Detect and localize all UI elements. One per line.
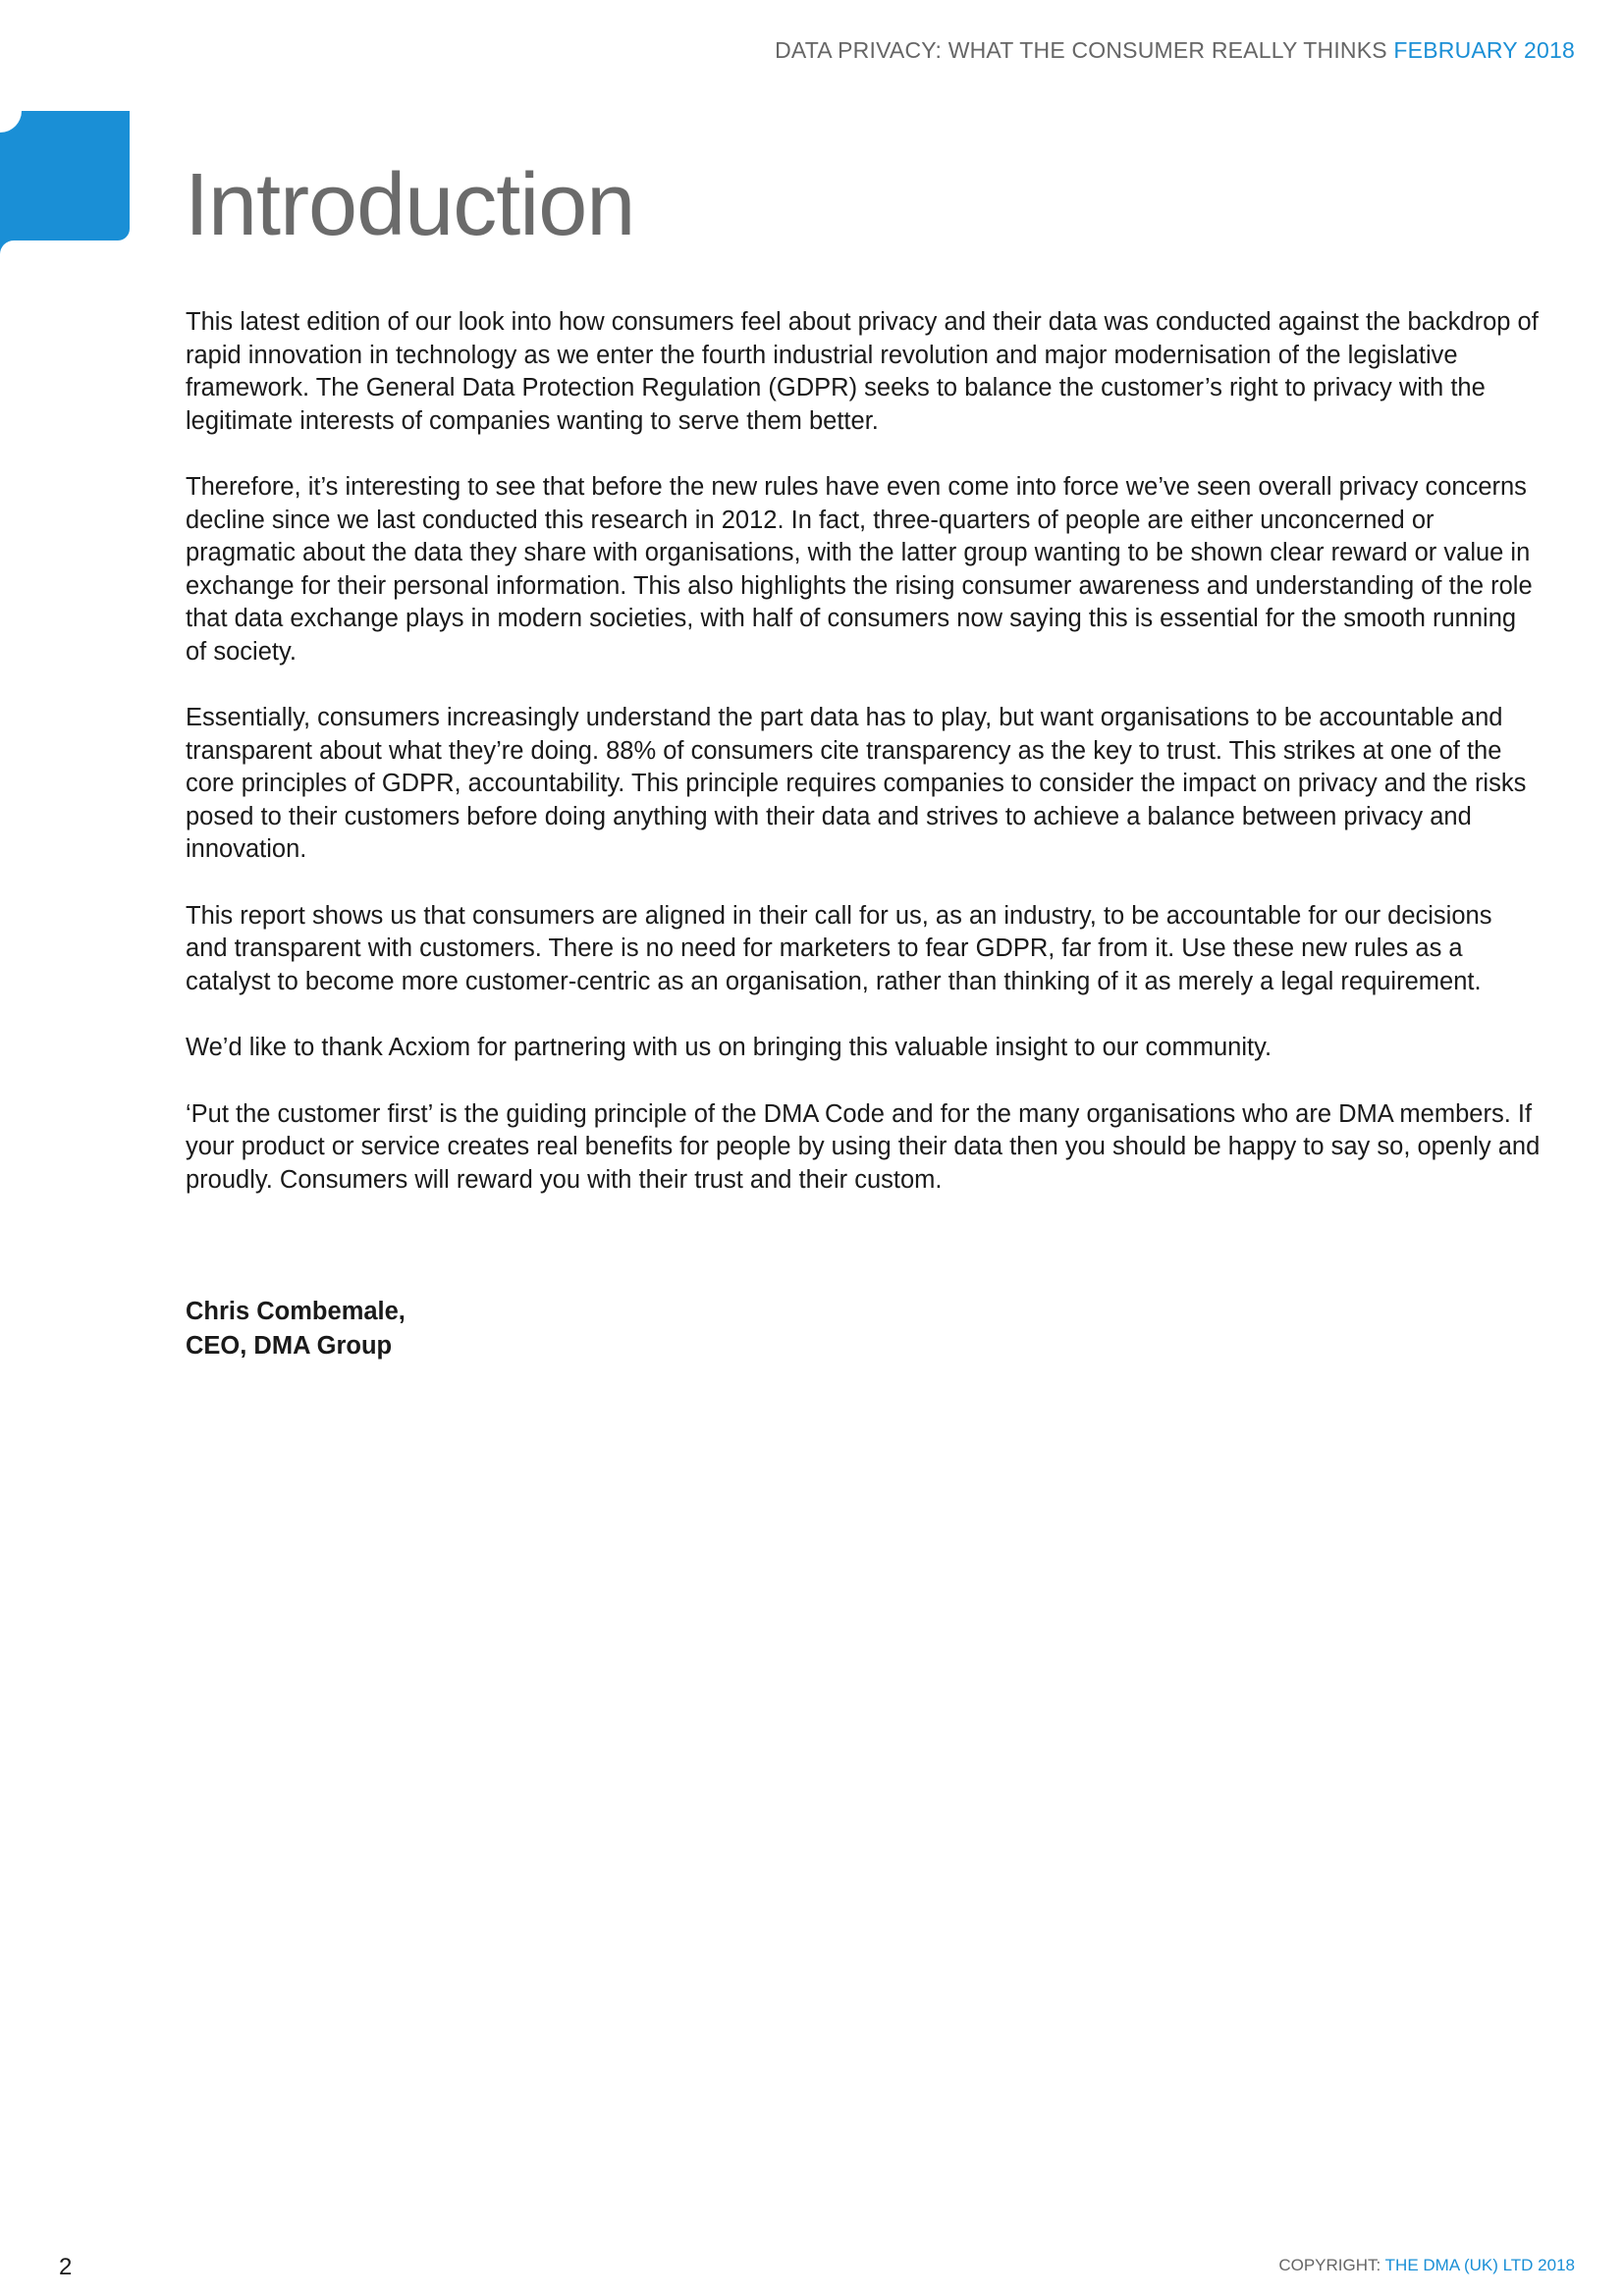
running-header-title: DATA PRIVACY: WHAT THE CONSUMER REALLY THINKS	[775, 37, 1387, 63]
paragraph: This latest edition of our look into how consumers feel about privacy and their data was conducted against the backdrop of rapid innovation in technology as we enter the fourth industrial revolution and major modernisation of the legislative framework. The General Data Protection Regulation (GDPR) seeks to balance the customer’s right to privacy with the legitimate interests of companies wanting to serve them better.	[186, 308, 1539, 435]
signature-name: Chris Combemale,	[186, 1298, 406, 1325]
signature-role: CEO, DMA Group	[186, 1332, 393, 1360]
copyright-label: COPYRIGHT:	[1278, 2256, 1381, 2274]
signature-block	[186, 1295, 406, 1363]
paragraph: Therefore, it’s interesting to see that before the new rules have even come into force we’ve seen overall privacy concerns decline since we last conducted this research in 2012. In fact, three-quarters of people are either unconcerned or pragmatic about the data they share with organisations, with the latter group wanting to be shown clear reward or value in exchange for their personal information. This also highlights the rising consumer awareness and understanding of the role that data exchange plays in modern societies, with half of consumers now saying this is essential for the smooth running of society.	[186, 473, 1533, 666]
copyright-holder: THE DMA (UK) LTD 2018	[1384, 2256, 1575, 2274]
copyright-notice	[1278, 2256, 1575, 2275]
corner-accent-tab	[0, 111, 130, 240]
paragraph: We’d like to thank Acxiom for partnering with us on bringing this valuable insight to our community.	[186, 1034, 1272, 1061]
body-text	[186, 306, 1541, 1230]
running-header-date: FEBRUARY 2018	[1393, 37, 1575, 63]
running-header	[775, 37, 1575, 64]
paragraph: This report shows us that consumers are aligned in their call for us, as an industry, to be accountable for our decisions and transparent with customers. There is no need for marketers to fear GDPR, far from it. Use these new rules as a catalyst to become more customer-centric as an organisation, rather than thinking of it as merely a legal requirement.	[186, 901, 1492, 995]
corner-accent-notch	[0, 240, 14, 254]
page-number: 2	[59, 2254, 73, 2280]
paragraph: ‘Put the customer first’ is the guiding principle of the DMA Code and for the many organisations who are DMA members. If your product or service creates real benefits for people by using their data then you should be happy to say so, openly and proudly. Consumers will reward you with their trust and their custom.	[186, 1099, 1541, 1194]
page-title: Introduction	[185, 156, 635, 254]
paragraph: Essentially, consumers increasingly understand the part data has to play, but want organisations to be accountable and transparent about what they’re doing. 88% of consumers cite transparency as the key to trust. This strikes at one of the core principles of GDPR, accountability. This principle requires companies to consider the impact on privacy and the risks posed to their customers before doing anything with their data and strives to achieve a balance between privacy and innovation.	[186, 704, 1527, 863]
